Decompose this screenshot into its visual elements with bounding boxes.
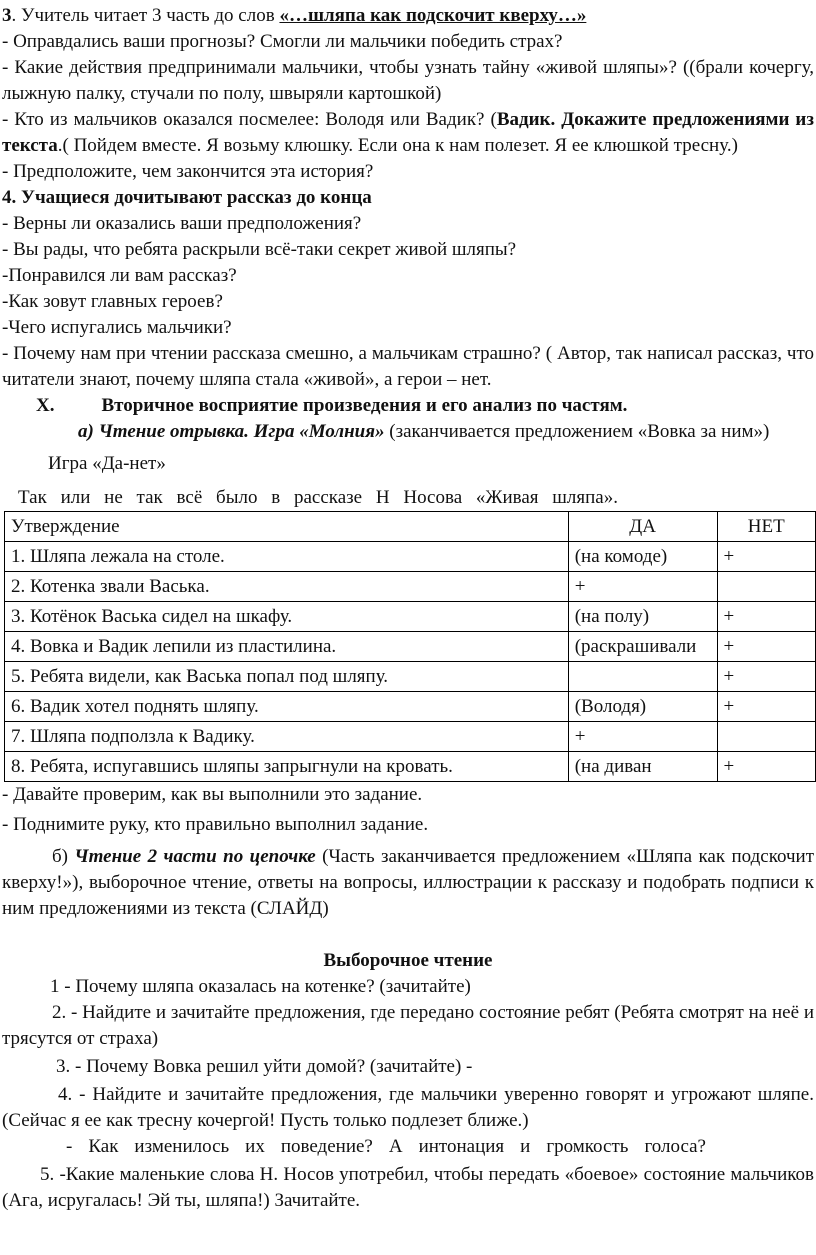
stage-3-lead: . Учитель читает 3 часть до слов bbox=[11, 5, 280, 26]
yes-no-table bbox=[4, 511, 816, 782]
table-cell-no: + bbox=[717, 542, 815, 572]
part-a-text: (заканчивается предложением «Вовка за ним») bbox=[384, 421, 770, 442]
stage-3-quote: «…шляпа как подскочит кверху…» bbox=[279, 5, 587, 26]
table-cell-no bbox=[717, 722, 815, 752]
question-predict-end: - Предположите, чем закончится эта история? bbox=[2, 161, 374, 182]
table-cell-yes: (на диван bbox=[568, 752, 717, 782]
question-fear: -Чего испугались мальчики? bbox=[2, 317, 232, 338]
stage-3-number: 3 bbox=[2, 5, 12, 26]
game-intro: Так или не так всё было в рассказе Н Носова «Живая шляпа». bbox=[18, 487, 618, 508]
table-row bbox=[5, 662, 816, 692]
stage-4-text: 4. Учащиеся дочитывают рассказ до конца bbox=[2, 187, 372, 208]
table-cell-statement: 7. Шляпа подползла к Вадику. bbox=[5, 722, 569, 752]
table-cell-no: + bbox=[717, 752, 815, 782]
question-bravest-bold: Вадик. Докажите предложениями из текста bbox=[2, 109, 815, 156]
table-header-row bbox=[5, 512, 816, 542]
table-cell-yes: + bbox=[568, 572, 717, 602]
table-row bbox=[5, 692, 816, 722]
table-cell-yes: (на полу) bbox=[568, 602, 717, 632]
part-b-text: (Часть заканчивается предложением «Шляпа как подскочит кверху!»), выборочное чтение, ответы на вопросы, иллюстрации к рассказу и подобрать подписи к ним предложениями из текста (СЛАЙД) bbox=[2, 846, 814, 919]
part-b-bold: Чтение 2 части по цепочке bbox=[74, 846, 316, 867]
question-bravest-text: - Кто из мальчиков оказался посмелее: Володя или Вадик? ( bbox=[2, 109, 497, 130]
question-predictions: - Верны ли оказались ваши предположения? bbox=[2, 213, 362, 234]
table-cell-no: + bbox=[717, 662, 815, 692]
selective-reading-title bbox=[2, 948, 814, 974]
table-header-yes: ДА bbox=[568, 512, 717, 542]
question-actions: - Какие действия предпринимали мальчики, чтобы узнать тайну «живой шляпы»? ((брали кочергу, лыжную палку, стучали по полу, швыряли картошкой) bbox=[2, 57, 814, 104]
selective-q1: 1 - Почему шляпа оказалась на котенке? (зачитайте) bbox=[50, 976, 471, 997]
table-cell-statement: 4. Вовка и Вадик лепили из пластилина. bbox=[5, 632, 569, 662]
question-secret: - Вы рады, что ребята раскрыли всё-таки секрет живой шляпы? bbox=[2, 239, 517, 260]
part-b-line bbox=[2, 844, 814, 922]
table-cell-yes: + bbox=[568, 722, 717, 752]
table-cell-statement: 6. Вадик хотел поднять шляпу. bbox=[5, 692, 569, 722]
table-row bbox=[5, 752, 816, 782]
table-cell-no: + bbox=[717, 602, 815, 632]
question-bravest bbox=[2, 107, 814, 159]
question-funny: - Почему нам при чтении рассказа смешно, а мальчикам страшно? ( Автор, так написал рассказ, что читатели знают, почему шляпа стала «живой», а герои – нет. bbox=[2, 343, 814, 390]
table-cell-statement: 8. Ребята, испугавшись шляпы запрыгнули на кровать. bbox=[5, 752, 569, 782]
section-x-number: X. bbox=[36, 395, 55, 416]
question-liked: -Понравился ли вам рассказ? bbox=[2, 265, 237, 286]
selective-reading-title-text: Выборочное чтение bbox=[323, 950, 493, 971]
stage-3-line bbox=[2, 3, 814, 29]
question-heroes: -Как зовут главных героев? bbox=[2, 291, 223, 312]
table-header-statement: Утверждение bbox=[5, 512, 569, 542]
section-x-title: Вторичное восприятие произведения и его анализ по частям. bbox=[101, 395, 628, 416]
part-a-bold: а) Чтение отрывка. Игра «Молния» bbox=[78, 421, 385, 442]
selective-q2: 2. - Найдите и зачитайте предложения, где передано состояние ребят (Ребята смотрят на неё и трясутся от страха) bbox=[2, 1002, 814, 1049]
table-row bbox=[5, 572, 816, 602]
document-page bbox=[0, 3, 816, 1214]
table-row bbox=[5, 722, 816, 752]
raise-hand: - Поднимите руку, кто правильно выполнил задание. bbox=[2, 814, 429, 835]
stage-4-heading bbox=[2, 185, 814, 211]
selective-q4b: - Как изменилось их поведение? А интонация и громкость голоса? bbox=[66, 1136, 706, 1157]
selective-q3: 3. - Почему Вовка решил уйти домой? (зачитайте) - bbox=[56, 1056, 473, 1077]
section-x-heading bbox=[2, 393, 814, 419]
table-cell-no bbox=[717, 572, 815, 602]
table-cell-statement: 1. Шляпа лежала на столе. bbox=[5, 542, 569, 572]
table-cell-no: + bbox=[717, 692, 815, 722]
part-a-line bbox=[2, 419, 814, 445]
table-cell-statement: 5. Ребята видели, как Васька попал под шляпу. bbox=[5, 662, 569, 692]
game-title: Игра «Да-нет» bbox=[48, 453, 166, 474]
table-cell-statement: 3. Котёнок Васька сидел на шкафу. bbox=[5, 602, 569, 632]
question-bravest-answer: .( Пойдем вместе. Я возьму клюшку. Если она к нам полезет. Я ее клюшкой тресну.) bbox=[57, 135, 738, 156]
table-row bbox=[5, 632, 816, 662]
table-cell-statement: 2. Котенка звали Васька. bbox=[5, 572, 569, 602]
part-b-lead: б) bbox=[52, 846, 75, 867]
table-header-no: НЕТ bbox=[717, 512, 815, 542]
table-cell-yes bbox=[568, 662, 717, 692]
table-row bbox=[5, 542, 816, 572]
selective-q4: 4. - Найдите и зачитайте предложения, где мальчики уверенно говорят и угрожают шляпе. (Сейчас я ее как тресну кочергой! Пусть только подлезет ближе.) bbox=[2, 1084, 814, 1131]
table-cell-no: + bbox=[717, 632, 815, 662]
check-task: - Давайте проверим, как вы выполнили это задание. bbox=[2, 784, 423, 805]
table-row bbox=[5, 602, 816, 632]
table-cell-yes: (раскрашивали bbox=[568, 632, 717, 662]
selective-q5: 5. -Какие маленькие слова Н. Носов употребил, чтобы передать «боевое» состояние мальчиков (Ага, исругалась! Эй ты, шляпа!) Зачитайте. bbox=[2, 1164, 814, 1211]
table-cell-yes: (на комоде) bbox=[568, 542, 717, 572]
question-forecasts: - Оправдались ваши прогнозы? Смогли ли мальчики победить страх? bbox=[2, 31, 563, 52]
table-cell-yes: (Володя) bbox=[568, 692, 717, 722]
